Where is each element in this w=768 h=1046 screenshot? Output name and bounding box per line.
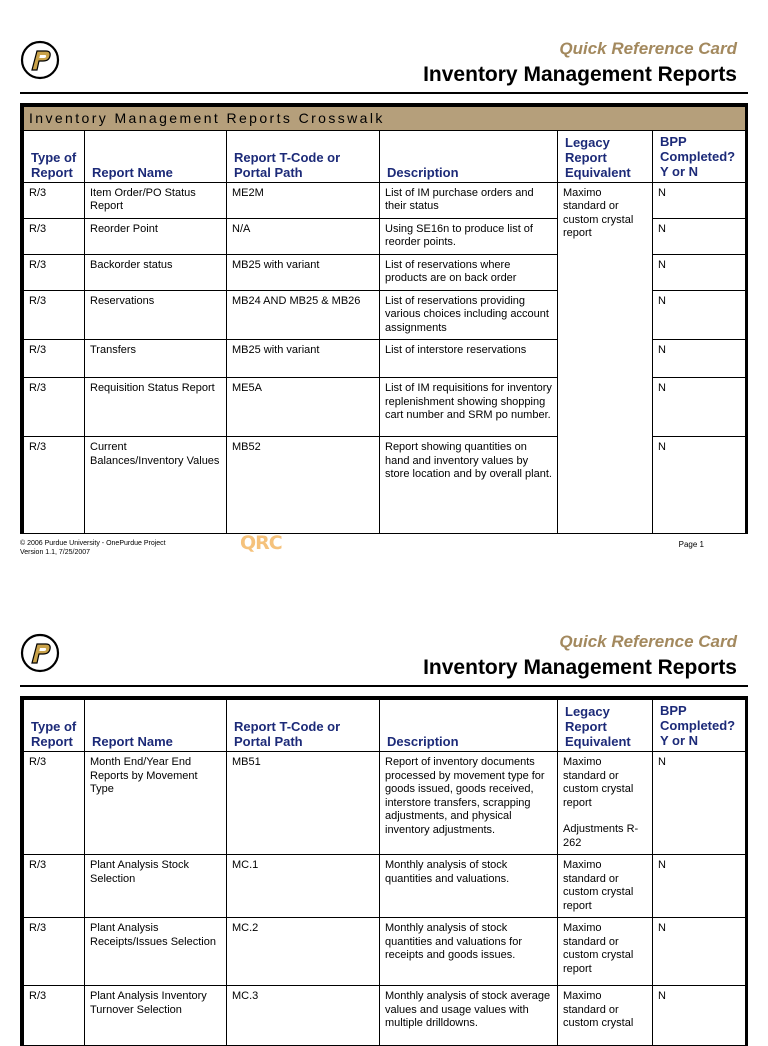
cell-description: List of interstore reservations xyxy=(380,340,558,378)
cell-report-name: Current Balances/Inventory Values xyxy=(85,437,227,534)
page-number: Page 1 xyxy=(678,540,704,549)
cell-tcode: MB51 xyxy=(227,752,380,855)
cell-type: R/3 xyxy=(24,378,85,437)
cell-description: Monthly analysis of stock quantities and valuations. xyxy=(380,855,558,918)
cell-description: Monthly analysis of stock quantities and valuations for receipts and goods issues. xyxy=(380,918,558,986)
legacy-note: Adjustments R-262 xyxy=(563,823,639,849)
quick-reference-card-title: Quick Reference Card xyxy=(559,632,737,651)
cell-description: List of IM requisitions for inventory replenishment showing shopping cart number and SRM po number. xyxy=(380,378,558,437)
page-title: Inventory Management Reports xyxy=(423,656,737,679)
cell-description: List of reservations where products are on back order xyxy=(380,254,558,290)
cell-report-name: Month End/Year End Reports by Movement Type xyxy=(85,752,227,855)
title-rule xyxy=(20,92,748,94)
cell-tcode: ME2M xyxy=(227,182,380,218)
cell-description: Using SE16n to produce list of reorder points. xyxy=(380,218,558,254)
purdue-p-logo-icon xyxy=(20,40,60,80)
cell-bpp: N xyxy=(653,855,746,918)
cell-bpp: N xyxy=(653,437,746,534)
cell-report-name: Plant Analysis Stock Selection xyxy=(85,855,227,918)
cell-tcode: MC.2 xyxy=(227,918,380,986)
table-row xyxy=(24,182,746,218)
col-header-description: Description xyxy=(380,700,558,752)
cell-tcode: MB24 AND MB25 & MB26 xyxy=(227,290,380,340)
legacy-text: Maximo standard or custom crystal report xyxy=(563,756,634,809)
cell-report-name: Item Order/PO Status Report xyxy=(85,182,227,218)
cell-type: R/3 xyxy=(24,855,85,918)
cell-tcode: ME5A xyxy=(227,378,380,437)
table-row xyxy=(24,855,746,918)
cell-tcode: MB25 with variant xyxy=(227,254,380,290)
cell-type: R/3 xyxy=(24,918,85,986)
cell-tcode: MB25 with variant xyxy=(227,340,380,378)
cell-legacy-merged: Maximo standard or custom crystal report xyxy=(558,182,653,534)
cell-tcode: MC.3 xyxy=(227,986,380,1046)
copyright-text: © 2006 Purdue University - OnePurdue Project xyxy=(20,540,166,547)
cell-tcode: MB52 xyxy=(227,437,380,534)
cell-bpp: N xyxy=(653,218,746,254)
cell-bpp: N xyxy=(653,918,746,986)
cell-description: Report showing quantities on hand and inventory values by store location and by overall plant. xyxy=(380,437,558,534)
cell-report-name: Reservations xyxy=(85,290,227,340)
cell-type: R/3 xyxy=(24,290,85,340)
title-rule xyxy=(20,685,748,687)
cell-type: R/3 xyxy=(24,986,85,1046)
page-title: Inventory Management Reports xyxy=(423,63,737,86)
cell-bpp: N xyxy=(653,378,746,437)
cell-bpp: N xyxy=(653,182,746,218)
cell-report-name: Reorder Point xyxy=(85,218,227,254)
crosswalk-table-continued xyxy=(20,696,748,1046)
cell-report-name: Backorder status xyxy=(85,254,227,290)
cell-bpp: N xyxy=(653,254,746,290)
cell-tcode: MC.1 xyxy=(227,855,380,918)
table-banner: Inventory Management Reports Crosswalk xyxy=(24,107,746,131)
cell-report-name: Requisition Status Report xyxy=(85,378,227,437)
table-row xyxy=(24,918,746,986)
cell-legacy xyxy=(558,752,653,855)
cell-report-name: Transfers xyxy=(85,340,227,378)
cell-type: R/3 xyxy=(24,340,85,378)
col-header-legacy: Legacy Report Equivalent xyxy=(558,130,653,182)
quick-reference-card-title: Quick Reference Card xyxy=(559,39,737,58)
footer-copyright xyxy=(20,539,166,557)
cell-tcode: N/A xyxy=(227,218,380,254)
col-header-tcode: Report T-Code or Portal Path xyxy=(227,700,380,752)
col-header-report-name: Report Name xyxy=(85,130,227,182)
col-header-bpp: BPP Completed? Y or N xyxy=(653,130,746,182)
cell-report-name: Plant Analysis Receipts/Issues Selection xyxy=(85,918,227,986)
col-header-description: Description xyxy=(380,130,558,182)
cell-description: List of reservations providing various choices including account assignments xyxy=(380,290,558,340)
col-header-report-name: Report Name xyxy=(85,700,227,752)
col-header-tcode: Report T-Code or Portal Path xyxy=(227,130,380,182)
cell-legacy: Maximo standard or custom crystal report xyxy=(558,918,653,986)
cell-type: R/3 xyxy=(24,254,85,290)
table-row xyxy=(24,986,746,1046)
cell-description: Report of inventory documents processed by movement type for goods issued, goods received, interstore transfers, scrapping adjustments, and physical inventory adjustments. xyxy=(380,752,558,855)
cell-legacy: Maximo standard or custom crystal xyxy=(558,986,653,1046)
qrc-logo: QRC xyxy=(240,532,282,554)
cell-type: R/3 xyxy=(24,218,85,254)
cell-type: R/3 xyxy=(24,437,85,534)
cell-type: R/3 xyxy=(24,752,85,855)
cell-legacy: Maximo standard or custom crystal report xyxy=(558,855,653,918)
col-header-bpp: BPP Completed? Y or N xyxy=(653,700,746,752)
col-header-legacy: Legacy Report Equivalent xyxy=(558,700,653,752)
version-text: Version 1.1, 7/25/2007 xyxy=(20,549,91,556)
cell-bpp: N xyxy=(653,752,746,855)
cell-report-name: Plant Analysis Inventory Turnover Selection xyxy=(85,986,227,1046)
cell-type: R/3 xyxy=(24,182,85,218)
crosswalk-table xyxy=(20,103,748,534)
cell-description: List of IM purchase orders and their status xyxy=(380,182,558,218)
cell-description: Monthly analysis of stock average values and usage values with multiple drilldowns. xyxy=(380,986,558,1046)
col-header-type: Type of Report xyxy=(24,130,85,182)
cell-bpp: N xyxy=(653,340,746,378)
cell-bpp: N xyxy=(653,986,746,1046)
purdue-p-logo-icon xyxy=(20,633,60,673)
cell-bpp: N xyxy=(653,290,746,340)
table-row xyxy=(24,752,746,855)
col-header-type: Type of Report xyxy=(24,700,85,752)
